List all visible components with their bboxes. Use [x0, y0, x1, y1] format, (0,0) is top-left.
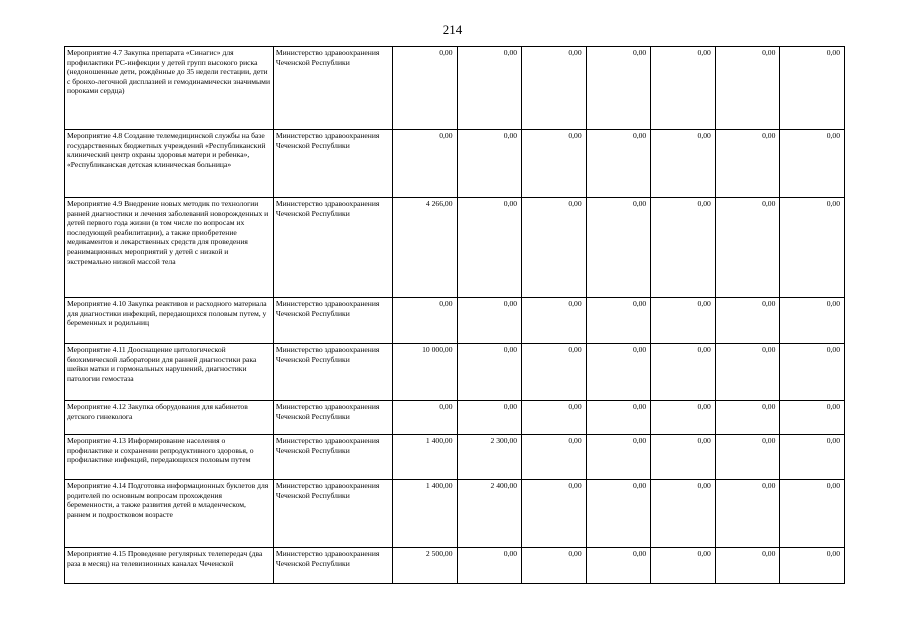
value-cell: 0,00	[522, 130, 587, 198]
value-cell: 0,00	[715, 130, 780, 198]
value-cell: 0,00	[780, 344, 845, 401]
value-cell: 0,00	[392, 298, 457, 344]
budget-table	[64, 46, 845, 584]
value-cell: 0,00	[651, 480, 716, 548]
value-cell: 0,00	[586, 548, 651, 584]
value-cell: 0,00	[715, 548, 780, 584]
value-cell: 0,00	[522, 435, 587, 480]
executor-cell: Министерство здравоохранения Чеченской Республики	[273, 435, 392, 480]
table-row	[65, 548, 845, 584]
value-cell: 0,00	[651, 435, 716, 480]
value-cell: 0,00	[651, 198, 716, 298]
event-cell: Мероприятие 4.9 Внедрение новых методик по технологии ранней диагностики и лечения заболеваний новорожденных и детей первого года жизни (в том числе по вопросам их последующей реабилитации), а также приобретение медикаментов и лекарственных средств для проведения реанимационных мероприятий у детей с низкой и экстремально низкой массой тела	[65, 198, 274, 298]
value-cell: 0,00	[715, 480, 780, 548]
value-cell: 0,00	[457, 198, 522, 298]
value-cell: 0,00	[522, 480, 587, 548]
value-cell: 0,00	[780, 198, 845, 298]
value-cell: 0,00	[522, 198, 587, 298]
table-row	[65, 198, 845, 298]
value-cell: 2 400,00	[457, 480, 522, 548]
table-row	[65, 47, 845, 130]
value-cell: 0,00	[457, 401, 522, 435]
value-cell: 0,00	[715, 47, 780, 130]
value-cell: 0,00	[586, 344, 651, 401]
executor-cell: Министерство здравоохранения Чеченской Республики	[273, 47, 392, 130]
value-cell: 0,00	[715, 401, 780, 435]
value-cell: 0,00	[586, 401, 651, 435]
event-cell: Мероприятие 4.14 Подготовка информационных буклетов для родителей по основным вопросам прохождения беременности, а также развития детей в младенческом, раннем и подростковом возрасте	[65, 480, 274, 548]
table-row	[65, 344, 845, 401]
value-cell: 0,00	[780, 47, 845, 130]
value-cell: 0,00	[457, 298, 522, 344]
value-cell: 0,00	[715, 198, 780, 298]
table-row	[65, 298, 845, 344]
value-cell: 10 000,00	[392, 344, 457, 401]
event-cell: Мероприятие 4.12 Закупка оборудования для кабинетов детского гинеколога	[65, 401, 274, 435]
value-cell: 0,00	[780, 435, 845, 480]
event-cell: Мероприятие 4.8 Создание телемедицинской службы на базе государственных бюджетных учреждений «Республиканский клинический центр охраны здоровья матери и ребенка», «Республиканская детская клиническая больница»	[65, 130, 274, 198]
value-cell: 0,00	[457, 47, 522, 130]
value-cell: 0,00	[715, 344, 780, 401]
event-cell: Мероприятие 4.13 Информирование населения о профилактике и сохранении репродуктивного здоровья, о профилактике инфекций, передающихся половым путем	[65, 435, 274, 480]
value-cell: 0,00	[651, 548, 716, 584]
executor-cell: Министерство здравоохранения Чеченской Республики	[273, 548, 392, 584]
event-cell: Мероприятие 4.10 Закупка реактивов и расходного материала для диагностики инфекций, передающихся половым путем, у беременных и родильниц	[65, 298, 274, 344]
value-cell: 0,00	[651, 344, 716, 401]
value-cell: 0,00	[522, 548, 587, 584]
value-cell: 0,00	[392, 401, 457, 435]
executor-cell: Министерство здравоохранения Чеченской Республики	[273, 298, 392, 344]
value-cell: 0,00	[586, 198, 651, 298]
event-cell: Мероприятие 4.7 Закупка препарата «Синагис» для профилактики РС-инфекции у детей групп высокого риска (недоношенные дети, рождённые до 35 недели гестации, дети с бронхо-легочной дисплазией и гемодинамически значимыми пороками сердца)	[65, 47, 274, 130]
value-cell: 0,00	[586, 47, 651, 130]
value-cell: 0,00	[392, 130, 457, 198]
executor-cell: Министерство здравоохранения Чеченской Республики	[273, 401, 392, 435]
value-cell: 0,00	[586, 435, 651, 480]
value-cell: 0,00	[651, 47, 716, 130]
table-row	[65, 401, 845, 435]
value-cell: 0,00	[780, 480, 845, 548]
executor-cell: Министерство здравоохранения Чеченской Республики	[273, 344, 392, 401]
value-cell: 0,00	[392, 47, 457, 130]
page-number: 214	[442, 22, 463, 37]
table-row	[65, 480, 845, 548]
executor-cell: Министерство здравоохранения Чеченской Республики	[273, 198, 392, 298]
value-cell: 1 400,00	[392, 480, 457, 548]
value-cell: 0,00	[715, 435, 780, 480]
value-cell: 0,00	[457, 548, 522, 584]
value-cell: 0,00	[715, 298, 780, 344]
table-row	[65, 435, 845, 480]
table-row	[65, 130, 845, 198]
value-cell: 0,00	[522, 344, 587, 401]
value-cell: 0,00	[457, 130, 522, 198]
value-cell: 0,00	[586, 298, 651, 344]
value-cell: 0,00	[522, 401, 587, 435]
value-cell: 0,00	[780, 130, 845, 198]
value-cell: 0,00	[780, 401, 845, 435]
value-cell: 0,00	[780, 548, 845, 584]
value-cell: 0,00	[586, 480, 651, 548]
value-cell: 0,00	[522, 47, 587, 130]
event-cell: Мероприятие 4.15 Проведение регулярных телепередач (два раза в месяц) на телевизионных каналах Чеченской	[65, 548, 274, 584]
value-cell: 0,00	[651, 130, 716, 198]
value-cell: 2 300,00	[457, 435, 522, 480]
value-cell: 0,00	[457, 344, 522, 401]
event-cell: Мероприятие 4.11 Дооснащение цитологической биохимической лаборатории для ранней диагностики рака шейки матки и гормональных нарушений, диагностики патологии гемостаза	[65, 344, 274, 401]
value-cell: 2 500,00	[392, 548, 457, 584]
value-cell: 1 400,00	[392, 435, 457, 480]
executor-cell: Министерство здравоохранения Чеченской Республики	[273, 480, 392, 548]
value-cell: 0,00	[586, 130, 651, 198]
value-cell: 0,00	[651, 298, 716, 344]
value-cell: 0,00	[522, 298, 587, 344]
value-cell: 0,00	[651, 401, 716, 435]
value-cell: 4 266,00	[392, 198, 457, 298]
executor-cell: Министерство здравоохранения Чеченской Республики	[273, 130, 392, 198]
value-cell: 0,00	[780, 298, 845, 344]
